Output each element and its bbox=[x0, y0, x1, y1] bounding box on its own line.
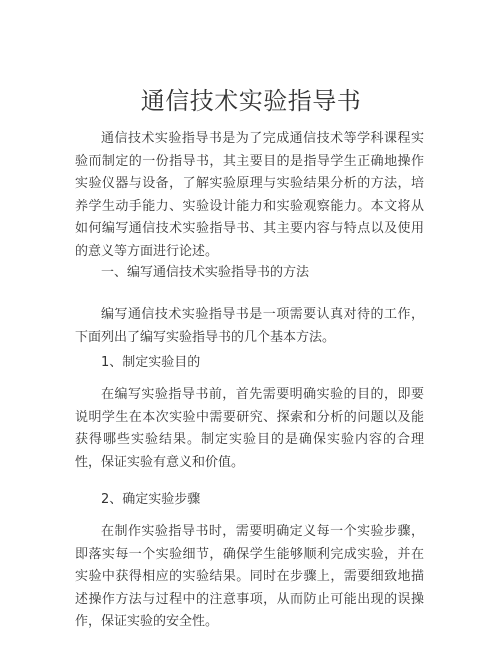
sub1-heading: 1、制定实验目的 bbox=[101, 355, 201, 370]
sub1-paragraph: 在编写实验指导书前，首先需要明确实验的目的，即要说明学生在本次实验中需要研究、探索和分析的问题以及能获得哪些实验结果。制定实验目的是确保实验内容的合理性，保证实验有意义和价值。 bbox=[75, 387, 424, 470]
document-title: 通信技术实验指导书 bbox=[140, 87, 362, 115]
section1-paragraph: 编写通信技术实验指导书是一项需要认真对待的工作，下面列出了编写实验指导书的几个基本方法。 bbox=[75, 307, 424, 345]
section1-heading: 一、编写通信技术实验指导书的方法 bbox=[101, 265, 310, 280]
sub2-paragraph: 在制作实验指导书时，需要明确定义每一个实验步骤，即落实每一个实验细节，确保学生能够顺利完成实验，并在实验中获得相应的实验结果。同时在步骤上，需要细致地描述操作方法与过程中的注意事项，从而防止可能出现的误操作，保证实验的安全性。 bbox=[75, 524, 424, 629]
intro-paragraph: 通信技术实验指导书是为了完成通信技术等学科课程实验而制定的一份指导书，其主要目的是指导学生正确地操作实验仪器与设备，了解实验原理与实验结果分析的方法，培养学生动手能力、实验设计能力和实验观察能力。本文将从如何编写通信技术实验指导书、其主要内容与特点以及使用的意义等方面进行论述。 bbox=[75, 131, 424, 259]
sub2-heading: 2、确定实验步骤 bbox=[101, 492, 201, 507]
